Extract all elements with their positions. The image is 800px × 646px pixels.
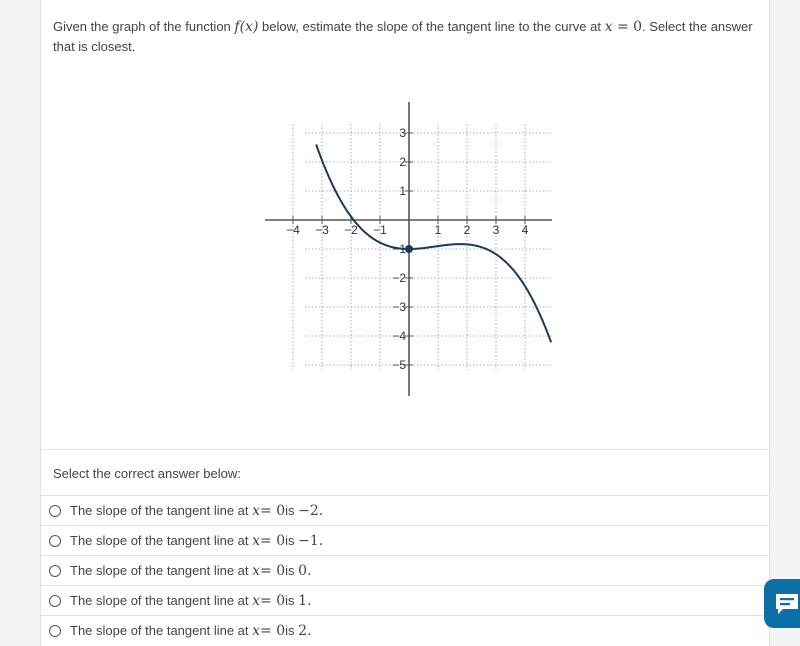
x-tick-label: −4: [286, 223, 300, 237]
y-tick-label: −4: [392, 329, 406, 343]
answer-option-2[interactable]: [41, 525, 769, 555]
option-text: The slope of the tangent line at: [70, 593, 249, 608]
option-var: x: [252, 562, 261, 579]
option-eq: = 0: [260, 562, 286, 579]
option-eq: = 0: [260, 592, 286, 609]
y-tick-label: −2: [392, 271, 406, 285]
y-tick-label: 3: [399, 126, 406, 140]
option-eq: = 0: [260, 622, 286, 639]
option-text: The slope of the tangent line at: [70, 503, 249, 518]
question-after: . Select the answer that is closest.: [53, 19, 753, 54]
option-end: .: [307, 622, 312, 639]
y-tick-label: 2: [399, 155, 406, 169]
option-text: The slope of the tangent line at: [70, 623, 249, 638]
y-tick-label: −3: [392, 300, 406, 314]
chat-button[interactable]: [764, 579, 800, 628]
y-tick-label: −5: [392, 358, 406, 372]
x-tick-label: −2: [344, 223, 358, 237]
x-tick-label: −3: [315, 223, 329, 237]
question-middle: below, estimate the slope of the tangent line to the curve at: [258, 19, 605, 34]
function-curve: [316, 145, 551, 343]
y-tick-label: −1: [392, 242, 406, 256]
answer-option-4[interactable]: [41, 585, 769, 615]
question-card: [40, 0, 770, 646]
option-text: The slope of the tangent line at: [70, 563, 249, 578]
option-value: 2: [298, 622, 308, 639]
question-before: Given the graph of the function: [53, 19, 235, 34]
option-mid: is: [285, 533, 295, 548]
y-tick-labels: [392, 126, 406, 372]
point-at-x-zero: [405, 245, 413, 253]
answer-options: [41, 495, 769, 645]
radio-icon[interactable]: [49, 595, 61, 607]
x-tick-label: 4: [521, 223, 529, 237]
option-value: −2: [298, 502, 319, 519]
x-tick-label: 2: [463, 223, 471, 237]
option-var: x: [252, 622, 261, 639]
option-var: x: [252, 502, 261, 519]
answer-option-5[interactable]: [41, 615, 769, 645]
chat-icon: [774, 591, 800, 617]
radio-icon[interactable]: [49, 625, 61, 637]
radio-icon[interactable]: [49, 565, 61, 577]
graph-grid: [293, 124, 553, 370]
option-var: x: [252, 532, 261, 549]
option-mid: is: [285, 503, 295, 518]
function-label: f(x): [234, 19, 259, 35]
x-tick-label: 1: [434, 223, 442, 237]
option-value: 1: [298, 592, 308, 609]
x-tick-labels: [286, 223, 529, 237]
answer-option-3[interactable]: [41, 555, 769, 585]
option-mid: is: [285, 593, 295, 608]
select-answer-label: Select the correct answer below:: [53, 466, 241, 481]
question-text: [53, 17, 753, 56]
question-eq: = 0: [612, 19, 643, 35]
option-eq: = 0: [260, 502, 286, 519]
section-divider: [41, 449, 769, 450]
option-text: The slope of the tangent line at: [70, 533, 249, 548]
option-end: .: [318, 502, 324, 519]
x-tick-label: −1: [373, 223, 387, 237]
option-end: .: [318, 532, 324, 549]
radio-icon[interactable]: [49, 535, 61, 547]
y-tick-label: 1: [399, 184, 406, 198]
option-value: −1: [298, 532, 319, 549]
question-var: x: [604, 19, 613, 35]
option-value: 0: [298, 562, 308, 579]
option-eq: = 0: [260, 532, 286, 549]
option-end: .: [307, 592, 312, 609]
option-end: .: [307, 562, 312, 579]
option-mid: is: [285, 623, 295, 638]
function-graph: [265, 100, 555, 400]
x-tick-label: 3: [492, 223, 500, 237]
option-var: x: [252, 592, 261, 609]
option-mid: is: [285, 563, 295, 578]
radio-icon[interactable]: [49, 505, 61, 517]
answer-option-1[interactable]: [41, 495, 769, 525]
